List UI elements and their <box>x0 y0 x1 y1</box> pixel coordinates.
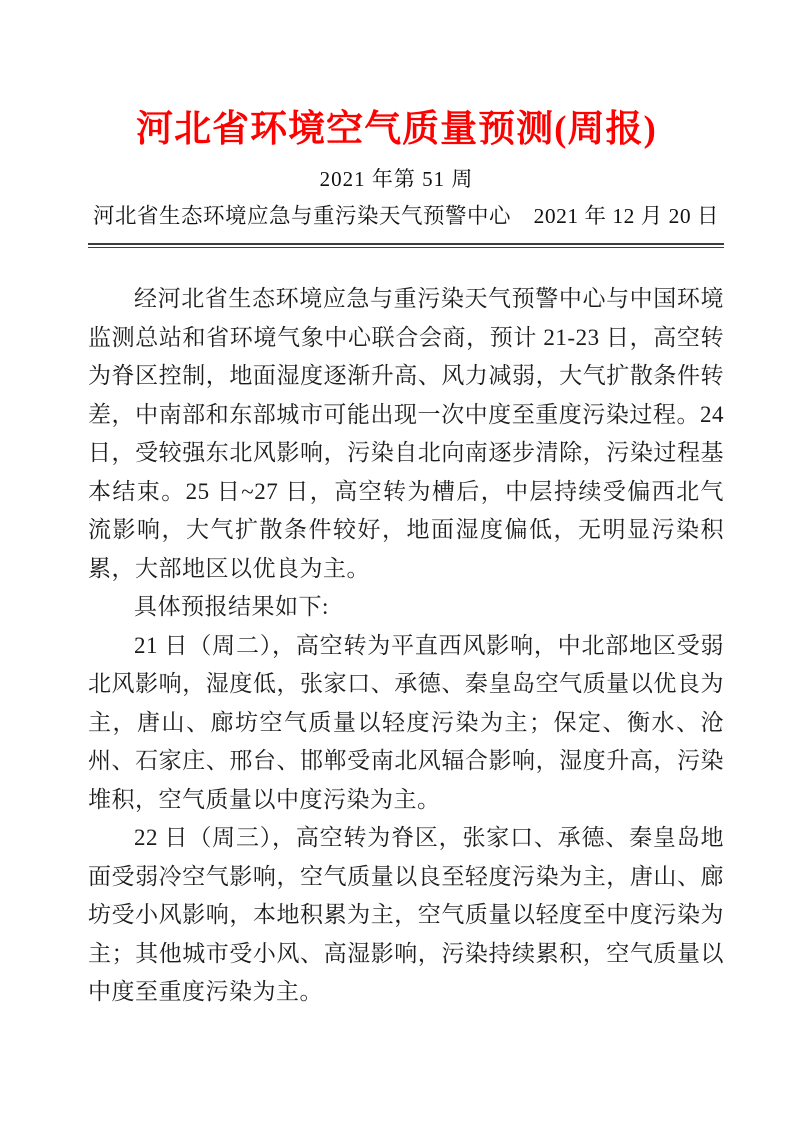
paragraph-overview: 经河北省生态环境应急与重污染天气预警中心与中国环境监测总站和省环境气象中心联合会商，预计 21-23 日，高空转为脊区控制，地面湿度逐渐升高、风力减弱，大气扩散条件转差，中南部和东部城市可能出现一次中度至重度污染过程。24 日，受较强东北风影响，污染自北向南逐步清除，污染过程基本结束。25 日~27 日，高空转为槽后，中层持续受偏西北气流影响，大气扩散条件较好，地面湿度偏低，无明显污染积累，大部地区以优良为主。 <box>88 286 724 581</box>
issuer-row <box>93 202 719 230</box>
issue-date: 2021 年 12 月 20 日 <box>533 204 719 228</box>
paragraph-day22-forecast: 22 日（周三），高空转为脊区，张家口、承德、秦皇岛地面受弱冷空气影响，空气质量以良至轻度污染为主，唐山、廊坊受小风影响，本地积累为主，空气质量以轻度至中度污染为主；其他城市受小风、高湿影响，污染持续累积，空气质量以中度至重度污染为主。 <box>88 825 724 1004</box>
paragraph-day21-forecast: 21 日（周二），高空转为平直西风影响，中北部地区受弱北风影响，湿度低，张家口、承德、秦皇岛空气质量以优良为主，唐山、廊坊空气质量以轻度污染为主；保定、衡水、沧州、石家庄、邢台、邯郸受南北风辐合影响，湿度升高，污染堆积，空气质量以中度污染为主。 <box>88 632 724 812</box>
document-body <box>88 280 724 1012</box>
paragraph-forecast-lead: 具体预报结果如下: <box>134 594 329 619</box>
issuer-name: 河北省生态环境应急与重污染天气预警中心 <box>93 204 512 228</box>
header-double-rule <box>88 243 724 248</box>
week-number: 2021 年第 51 周 <box>319 167 474 191</box>
document-title: 河北省环境空气质量预测(周报) <box>136 109 657 150</box>
